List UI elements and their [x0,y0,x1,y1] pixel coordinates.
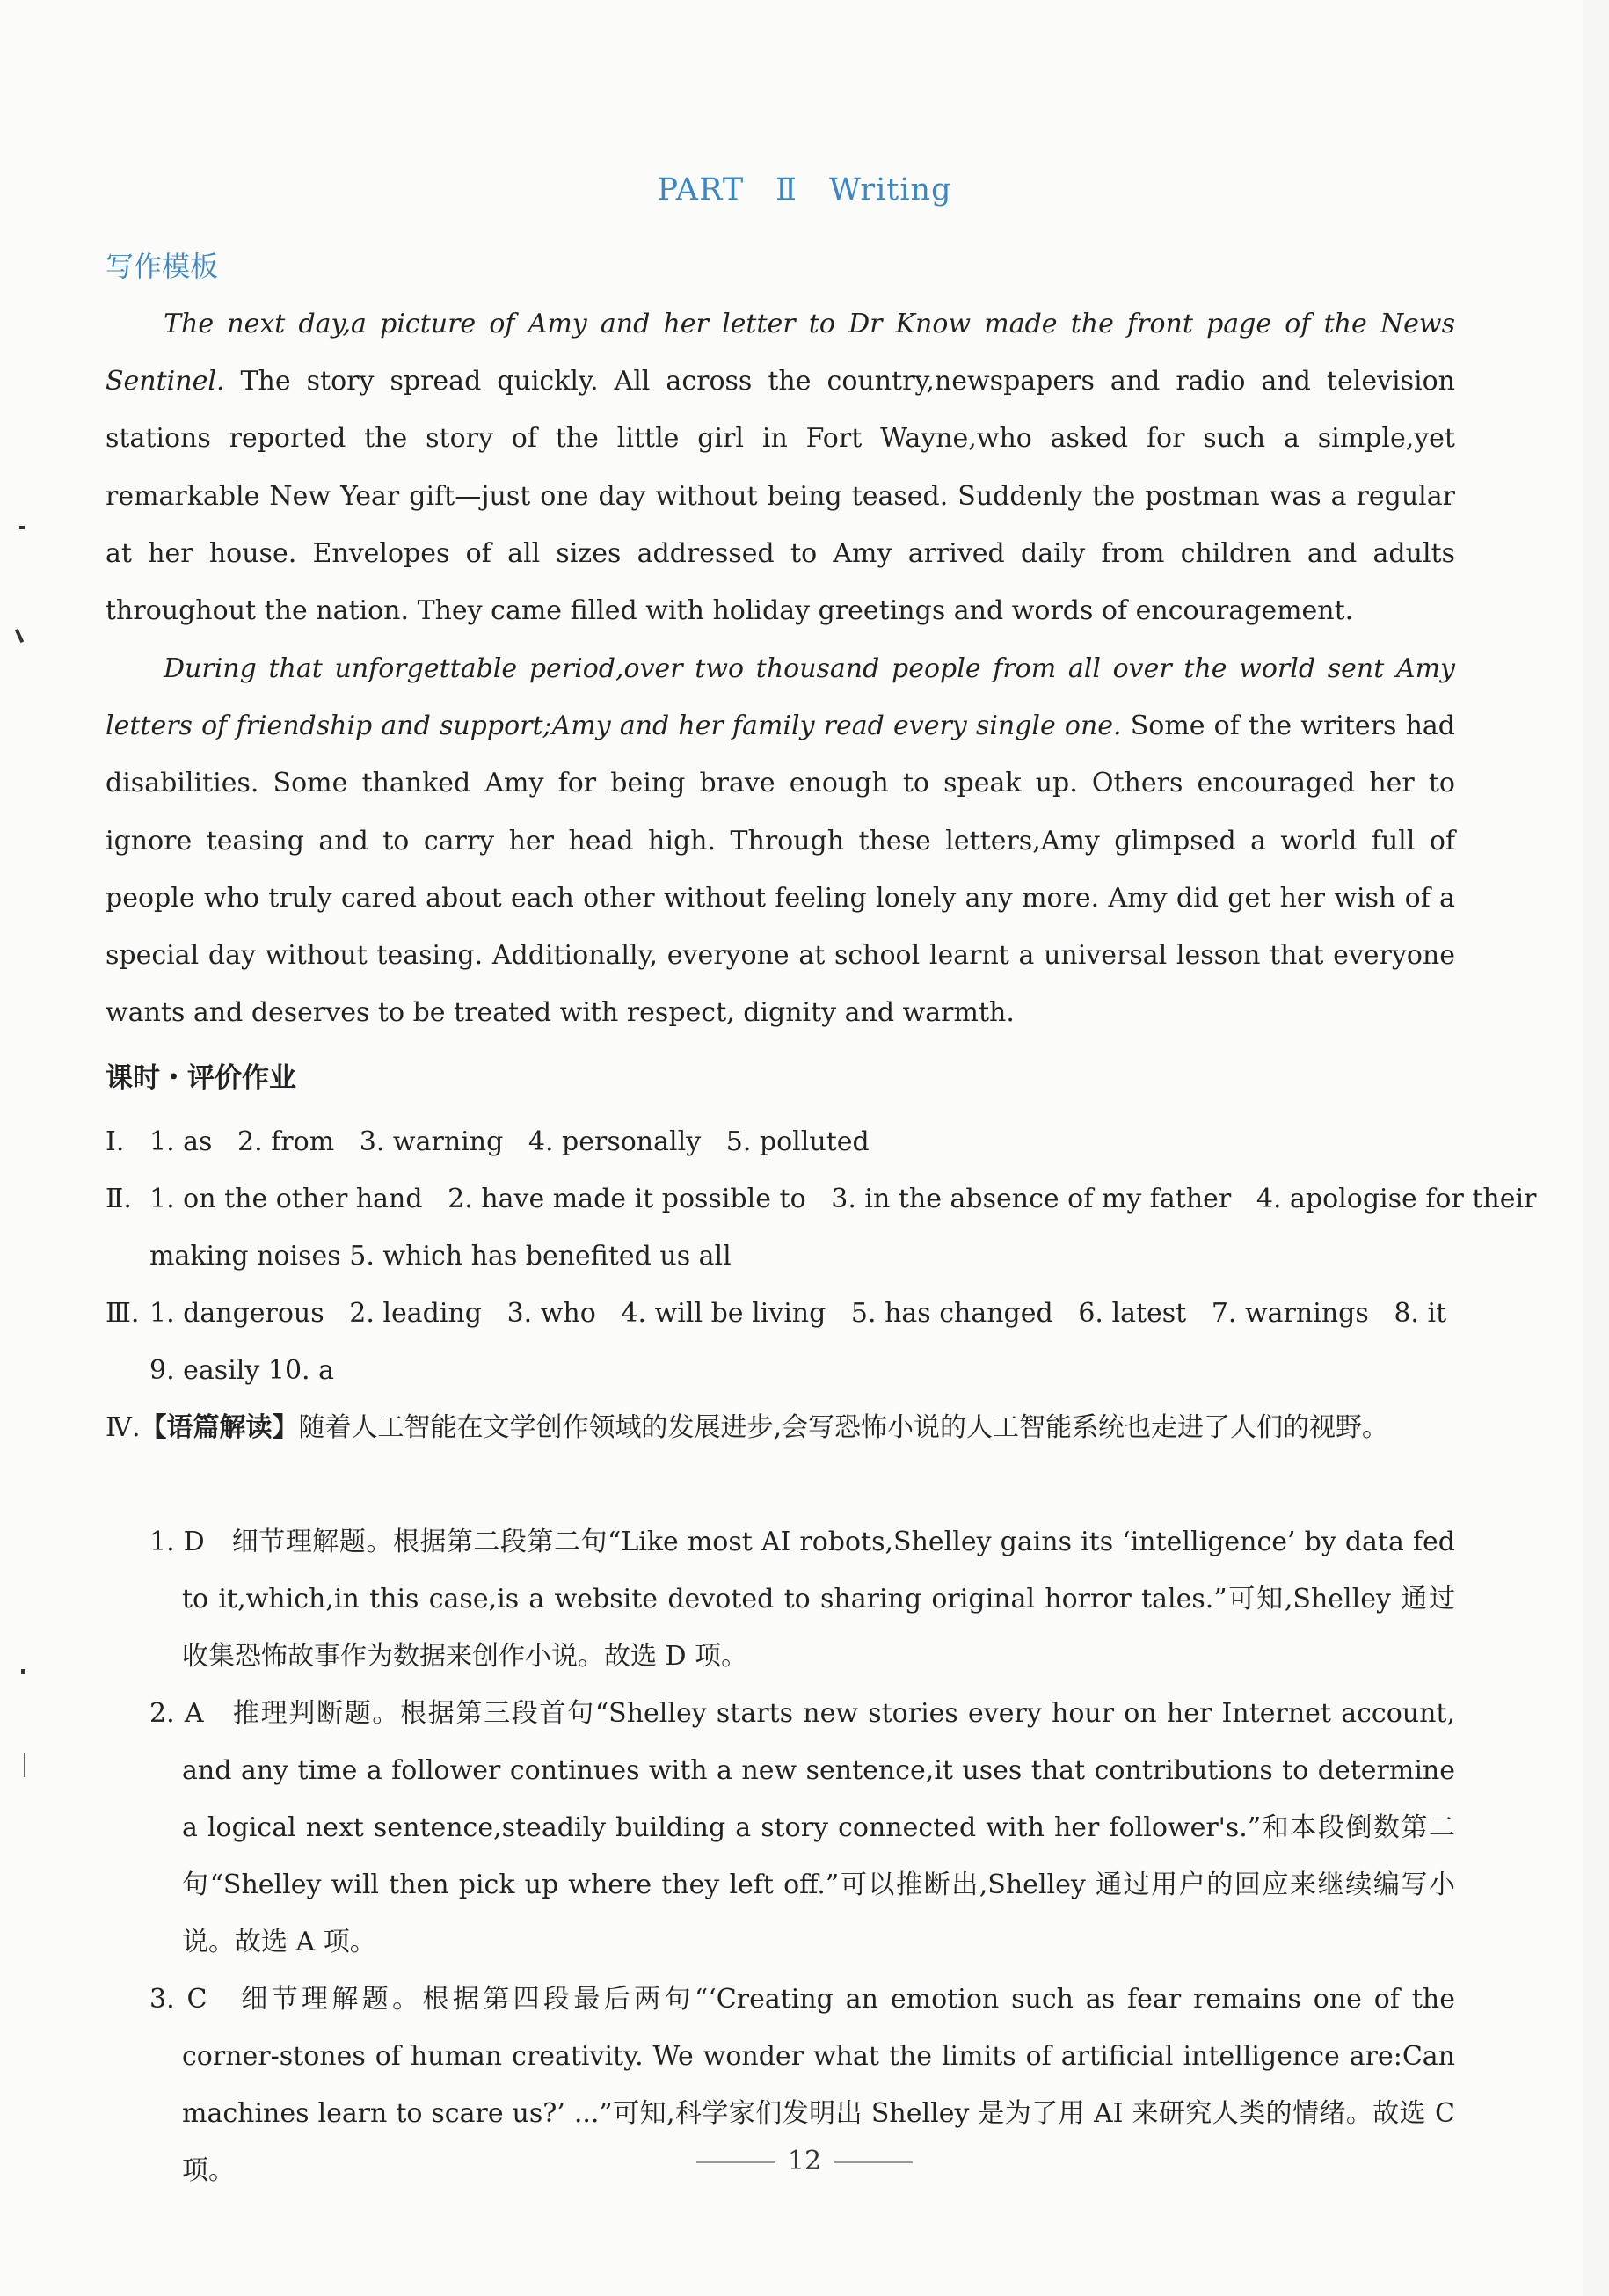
paragraph-2-italic: During that unforgettable period,over two thousand people from all over the world sent Amy letters of friendship and support;Amy and her family read every single one. [106,653,1455,742]
answer-q3: 3. C 细节理解题。根据第四段最后两句“‘Creating an emotion such as fear remains one of the corner-stones of human creativity. We wonder what the limits of artificial intelligence are:Can machines learn to scare us?’ ...”可知,科学家们发明出 Shelley 是为了用 AI 来研究人类的情绪。故选 C 项。 [149,1984,1455,2186]
part-numeral: Ⅱ [775,172,797,208]
scan-speck [21,1669,25,1674]
section-homework: 课时・评价作业 [106,1062,296,1094]
exercise-i [106,1113,870,1170]
paragraph-2 [106,640,1455,1041]
exercise-i-label: Ⅰ. [106,1126,125,1157]
exercise-ii-cont: making noises 5. which has benefited us all [149,1241,732,1272]
exercise-iii-label: Ⅲ. [106,1298,140,1329]
paragraph-2-text: Some of the writers had disabilities. Some thanked Amy for being brave enough to speak up. Others encouraged her to ignore teasing and to carry her head high. Through these letters,Amy glimpsed a world full of people who truly cared about each other without feeling lonely any more. Amy did get her wish of a special day without teasing. Additionally, everyone at school learnt a universal lesson that everyone wants and deserves to be treated with respect, dignity and warmth. [106,711,1455,1029]
scan-speck [19,526,25,529]
exercise-ii-answers-1: 1. on the other hand 2. have made it possible to 3. in the absence of my father 4. apologise for their [149,1184,1537,1214]
page-footer [0,2146,1609,2176]
answer-q1: 1. D 细节理解题。根据第二段第二句“Like most AI robots,Shelley gains its ‘intelligence’ by data fed to it,which,in this case,is a website devoted to sharing original horror tales.”可知,Shelley 通过收集恐怖故事作为数据来创作小说。故选 D 项。 [149,1527,1455,1672]
exercise-iii [106,1285,1446,1342]
exercise-iv-intro [106,1399,1455,1456]
exercise-ii-label: Ⅱ. [106,1184,132,1214]
paragraph-1 [106,295,1455,639]
scan-speck [15,629,24,643]
discourse-analysis-tag: 【语篇解读】 [140,1412,299,1443]
answer-q2: 2. A 推理判断题。根据第三段首句“Shelley starts new stories every hour on her Internet account, and any time a follower continues with a new sentence,it uses that contributions to determine a logical next sentence,steadily building a story connected with her follower's.”和本段倒数第二句“Shelley will then pick up where they left off.”可以推断出,Shelley 通过用户的回应来继续编写小说。故选 A 项。 [149,1698,1455,1957]
part-title [0,172,1609,208]
section-writing-template: 写作模板 [106,250,219,283]
part-name: Writing [828,172,952,208]
footer-right-rule [834,2161,913,2163]
scan-speck [24,1753,25,1777]
paragraph-1-text: The story spread quickly. All across the country,newspapers and radio and television stations reported the story of the little girl in Fort Wayne,who asked for such a simple,yet remarkable New Year gift—just one day without being teased. Suddenly the postman was a regular at her house. Envelopes of all sizes addressed to Amy arrived daily from children and adults throughout the nation. They came filled with holiday greetings and words of encouragement. [106,366,1455,627]
page-number: 12 [787,2146,822,2176]
paragraph-1-italic: The next day,a picture of Amy and her letter to Dr Know made the front page of the News Sentinel. [106,309,1455,397]
exercise-i-answers: 1. as 2. from 3. warning 4. personally 5. polluted [149,1126,870,1157]
part-label: PART [657,172,745,208]
footer-left-rule [696,2161,775,2163]
exercise-iii-answers-1: 1. dangerous 2. leading 3. who 4. will be living 5. has changed 6. latest 7. warnings 8. it [149,1298,1447,1329]
exercise-iv-label: Ⅳ. [106,1412,141,1443]
exercise-iii-cont: 9. easily 10. a [149,1355,334,1386]
discourse-analysis-text: 随着人工智能在文学创作领域的发展进步,会写恐怖小说的人工智能系统也走进了人们的视野。 [298,1412,1389,1443]
exercise-ii [106,1170,1536,1228]
